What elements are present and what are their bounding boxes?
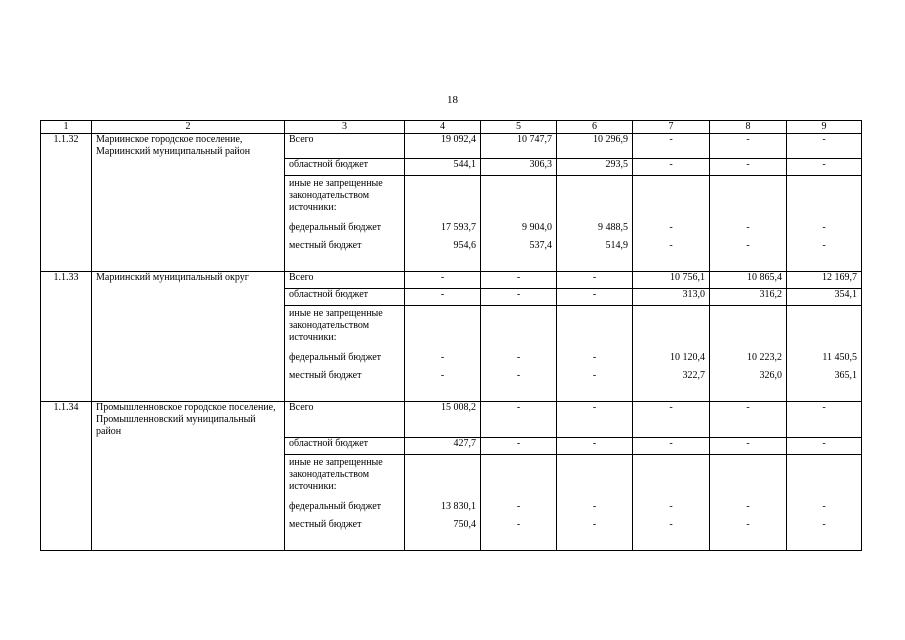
local-value: 322,7: [682, 369, 705, 381]
total-value: -: [787, 134, 862, 159]
source-values-cell: [633, 455, 710, 551]
federal-value: 10 120,4: [670, 351, 705, 363]
municipality-name-continued: [92, 455, 285, 551]
row-index-continued: [41, 158, 92, 175]
local-label: местный бюджет: [289, 239, 362, 251]
row-index-continued: [41, 455, 92, 551]
local-value: 750,4: [453, 519, 476, 530]
regional-value: -: [633, 158, 710, 175]
federal-label: федеральный бюджет: [289, 501, 382, 512]
row-index-continued: [41, 175, 92, 271]
local-value: -: [822, 519, 826, 530]
source-values-cell: [710, 175, 787, 271]
source-values-cell: [710, 305, 787, 401]
row-label-total: Всего: [285, 401, 405, 438]
row-index-continued: [41, 438, 92, 455]
regional-value: -: [557, 438, 633, 455]
federal-value: 9 488,5: [598, 221, 628, 233]
header-cell: 4: [405, 121, 481, 134]
federal-value: -: [746, 221, 750, 233]
source-values-cell: [633, 175, 710, 271]
regional-value: -: [481, 288, 557, 305]
other-sources-label: иные не запрещенные законодательством источники:: [289, 177, 383, 213]
local-label: местный бюджет: [289, 369, 362, 381]
regional-value: -: [557, 288, 633, 305]
row-label-other: [285, 305, 405, 401]
total-value: -: [787, 401, 862, 438]
local-value: 514,9: [605, 239, 628, 251]
regional-value: -: [787, 438, 862, 455]
municipality-name-continued: [92, 305, 285, 401]
row-label-total: Всего: [285, 271, 405, 288]
header-cell: 8: [710, 121, 787, 134]
table-row-other-sources: [41, 175, 862, 271]
municipality-name: Мариинское городское поселение, Мариинский муниципальный район: [92, 134, 285, 159]
regional-value: 293,5: [557, 158, 633, 175]
federal-value: -: [440, 351, 445, 363]
federal-value: -: [592, 351, 597, 363]
regional-value: 316,2: [710, 288, 787, 305]
header-cell: 7: [633, 121, 710, 134]
local-value: 954,6: [453, 239, 476, 251]
local-value: -: [592, 369, 597, 381]
regional-value: -: [787, 158, 862, 175]
header-row: [41, 121, 862, 134]
total-value: -: [481, 401, 557, 438]
regional-value: -: [710, 158, 787, 175]
municipality-name: Мариинский муниципальный округ: [92, 271, 285, 288]
federal-value: -: [669, 501, 673, 512]
local-value: -: [592, 519, 597, 530]
regional-value: 354,1: [787, 288, 862, 305]
regional-value: 427,7: [405, 438, 481, 455]
local-value: -: [516, 369, 521, 381]
regional-value: 313,0: [633, 288, 710, 305]
federal-value: 17 593,7: [441, 221, 476, 233]
federal-value: -: [516, 351, 521, 363]
municipality-name-continued: [92, 158, 285, 175]
source-values-cell: [405, 305, 481, 401]
row-label-other: [285, 455, 405, 551]
federal-value: -: [516, 501, 521, 512]
local-value: -: [822, 239, 826, 251]
local-value: 326,0: [759, 369, 782, 381]
source-values-cell: [405, 455, 481, 551]
row-label-regional: областной бюджет: [285, 438, 405, 455]
table-row-total: [41, 271, 862, 288]
local-value: -: [746, 239, 750, 251]
source-values-cell: [787, 175, 862, 271]
header-cell: 6: [557, 121, 633, 134]
regional-value: -: [710, 438, 787, 455]
source-values-cell: [787, 305, 862, 401]
regional-value: -: [405, 288, 481, 305]
total-value: -: [405, 271, 481, 288]
table-row-total: [41, 134, 862, 159]
municipality-name-continued: [92, 175, 285, 271]
header-cell: 1: [41, 121, 92, 134]
row-index: 1.1.32: [41, 134, 92, 159]
total-value: -: [557, 401, 633, 438]
source-values-cell: [481, 305, 557, 401]
regional-value: -: [633, 438, 710, 455]
total-value: 10 756,1: [633, 271, 710, 288]
header-cell: 3: [285, 121, 405, 134]
source-values-cell: [481, 175, 557, 271]
row-label-regional: областной бюджет: [285, 158, 405, 175]
municipality-name-continued: [92, 438, 285, 455]
total-value: -: [710, 401, 787, 438]
table-row-regional: [41, 288, 862, 305]
total-value: 15 008,2: [405, 401, 481, 438]
regional-value: 544,1: [405, 158, 481, 175]
row-index-continued: [41, 305, 92, 401]
budget-table: [40, 120, 862, 551]
federal-value: 11 450,5: [822, 351, 857, 363]
table-row-regional: [41, 158, 862, 175]
regional-value: 306,3: [481, 158, 557, 175]
row-index: 1.1.33: [41, 271, 92, 288]
federal-label: федеральный бюджет: [289, 351, 382, 363]
header-cell: 2: [92, 121, 285, 134]
source-values-cell: [557, 175, 633, 271]
federal-value: 13 830,1: [441, 501, 476, 512]
total-value: -: [633, 134, 710, 159]
other-sources-label: иные не запрещенные законодательством источники:: [289, 307, 383, 343]
row-label-other: [285, 175, 405, 271]
federal-value: -: [822, 501, 826, 512]
total-value: -: [481, 271, 557, 288]
municipality-name: Промышленновское городское поселение, Промышленновский муниципальный район: [92, 401, 285, 438]
federal-value: 10 223,2: [747, 351, 782, 363]
federal-label: федеральный бюджет: [289, 221, 382, 233]
table-row-other-sources: [41, 455, 862, 551]
municipality-name-continued: [92, 288, 285, 305]
total-value: 10 747,7: [481, 134, 557, 159]
local-value: -: [746, 519, 750, 530]
row-label-regional: областной бюджет: [285, 288, 405, 305]
local-value: -: [669, 519, 673, 530]
regional-value: -: [481, 438, 557, 455]
source-values-cell: [633, 305, 710, 401]
table-row-other-sources: [41, 305, 862, 401]
total-value: -: [633, 401, 710, 438]
table-row-total: [41, 401, 862, 438]
source-values-cell: [481, 455, 557, 551]
header-cell: 5: [481, 121, 557, 134]
total-value: 10 296,9: [557, 134, 633, 159]
total-value: 19 092,4: [405, 134, 481, 159]
row-index: 1.1.34: [41, 401, 92, 438]
source-values-cell: [405, 175, 481, 271]
total-value: 12 169,7: [787, 271, 862, 288]
total-value: -: [710, 134, 787, 159]
header-cell: 9: [787, 121, 862, 134]
source-values-cell: [557, 305, 633, 401]
local-value: 537,4: [529, 239, 552, 251]
local-value: -: [516, 519, 521, 530]
federal-value: -: [592, 501, 597, 512]
local-value: -: [669, 239, 673, 251]
total-value: -: [557, 271, 633, 288]
local-value: -: [440, 369, 445, 381]
source-values-cell: [710, 455, 787, 551]
federal-value: -: [669, 221, 673, 233]
local-label: местный бюджет: [289, 519, 362, 530]
table-row-regional: [41, 438, 862, 455]
other-sources-label: иные не запрещенные законодательством источники:: [289, 457, 383, 492]
row-label-total: Всего: [285, 134, 405, 159]
total-value: 10 865,4: [710, 271, 787, 288]
federal-value: -: [746, 501, 750, 512]
local-value: 365,1: [834, 369, 857, 381]
federal-value: 9 904,0: [522, 221, 552, 233]
source-values-cell: [557, 455, 633, 551]
federal-value: -: [822, 221, 826, 233]
page-number: 18: [447, 94, 458, 106]
source-values-cell: [787, 455, 862, 551]
row-index-continued: [41, 288, 92, 305]
